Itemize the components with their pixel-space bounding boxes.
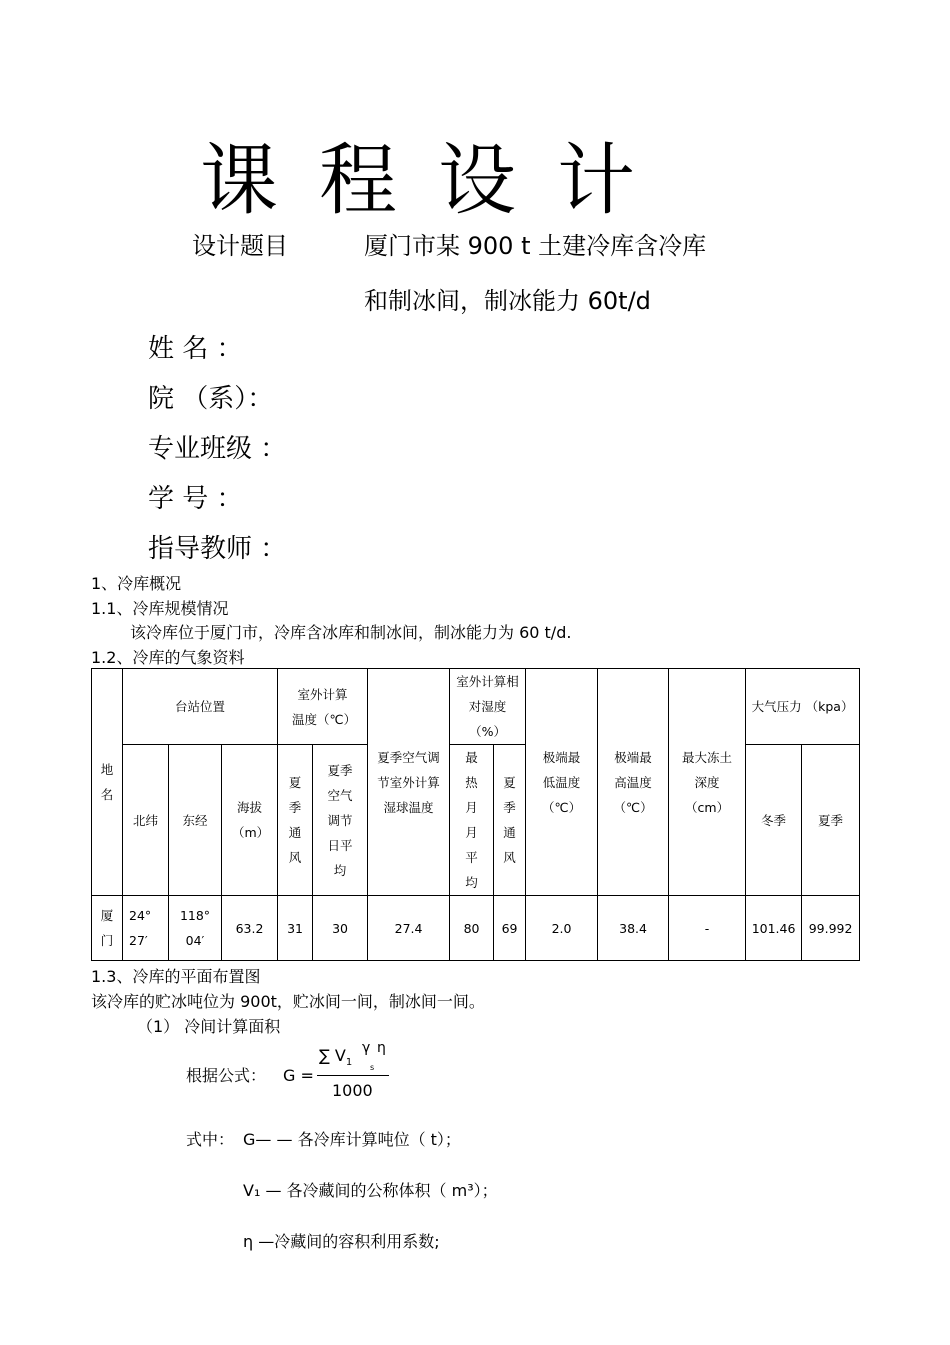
section-1-3-text: 该冷库的贮冰吨位为 900t，贮冰间一间，制冰间一间。 [91,992,485,1011]
field-advisor: 指导教师 ： [148,534,287,564]
definition-eta: η —冷藏间的容积利用系数; [243,1232,440,1251]
title-char: 设 [438,136,517,226]
subject-label: 设计题目 [192,232,288,260]
header-pressure-summer: 夏季 [802,745,860,896]
header-summer-vent: 夏季通风 [278,745,313,896]
table-row [92,896,860,961]
header-place: 地名 [92,669,123,896]
capacity-formula [283,1040,393,1102]
cell-rh-summer-vent: 69 [494,896,526,961]
cell-min-temp: 2.0 [526,896,598,961]
header-frost-depth: 最大冻土深度（cm） [669,669,746,896]
header-rh-summer-vent: 夏季通风 [494,745,526,896]
title-char: 课 [200,136,279,226]
cell-lat: 24° 27′ [123,896,169,961]
header-wet-bulb: 夏季空气调节室外计算湿球温度 [368,669,450,896]
formula-eta: η [377,1040,386,1056]
section-1-3-heading: 1.3、冷库的平面布置图 [91,967,261,986]
cell-place: 厦门 [92,896,123,961]
formula-numerator: ∑ $V_1$ [319,1046,353,1068]
subject-line-2: 和制冰间，制冰能力 60t/d [364,287,651,315]
cell-pressure-summer: 99.992 [802,896,860,961]
title-char: 程 [319,136,398,226]
header-min-temp: 极端最低温度（℃） [526,669,598,896]
item-1-heading: （1） 冷间计算面积 [137,1017,281,1036]
definition-g: G— — 各冷库计算吨位（ t）； [243,1130,461,1149]
header-max-temp: 极端最高温度（℃） [598,669,669,896]
formula-lhs: G = [283,1066,314,1085]
subject-line-1: 厦门市某 900 t 土建冷库含冷库 [364,232,707,260]
cell-max-temp: 38.4 [598,896,669,961]
header-calc-temp: 室外计算温度（℃） [278,669,368,745]
cell-pressure-winter: 101.46 [746,896,802,961]
cell-summer-vent: 31 [278,896,313,961]
climate-table [91,668,860,961]
section-1-2-heading: 1.2、冷库的气象资料 [91,648,245,667]
cell-wet-bulb: 27.4 [368,896,450,961]
formula-gamma: γ [362,1040,371,1056]
header-lat: 北纬 [123,745,169,896]
header-pressure: 大气压力 （kpa） [746,669,860,745]
field-department: 院 （系）： [148,384,274,414]
where-label: 式中： [186,1130,235,1149]
formula-gamma-sub: s [370,1063,375,1072]
header-lon: 东经 [169,745,222,896]
fraction-bar [317,1075,389,1076]
section-1-1-text: 该冷库位于厦门市，冷库含冰库和制冰间，制冰能力为 60 t/d. [130,623,572,642]
header-rh: 室外计算相对湿度（%） [450,669,526,745]
header-summer-ac-avg: 夏季空气调节日平均 [313,745,368,896]
title-char: 计 [557,136,636,226]
definition-v: V₁ — 各冷藏间的公称体积（ m³）； [243,1181,498,1200]
formula-denominator: 1000 [332,1081,373,1100]
page-title [200,118,676,230]
cell-summer-ac-avg: 30 [313,896,368,961]
cell-altitude: 63.2 [222,896,278,961]
cell-frost-depth: - [669,896,746,961]
section-1-heading: 1、冷库概况 [91,574,182,593]
formula-label: 根据公式： [186,1066,267,1085]
header-hot-month: 最热月月平均 [450,745,494,896]
field-class: 专业班级 ： [148,434,287,464]
field-name: 姓 名 ： [148,334,243,364]
header-pressure-winter: 冬季 [746,745,802,896]
header-altitude: 海拔（m） [222,745,278,896]
header-station: 台站位置 [123,669,278,745]
field-student-id: 学 号 ： [148,484,243,514]
cell-hot-month: 80 [450,896,494,961]
section-1-1-heading: 1.1、冷库规模情况 [91,599,229,618]
cell-lon: 118° 04′ [169,896,222,961]
